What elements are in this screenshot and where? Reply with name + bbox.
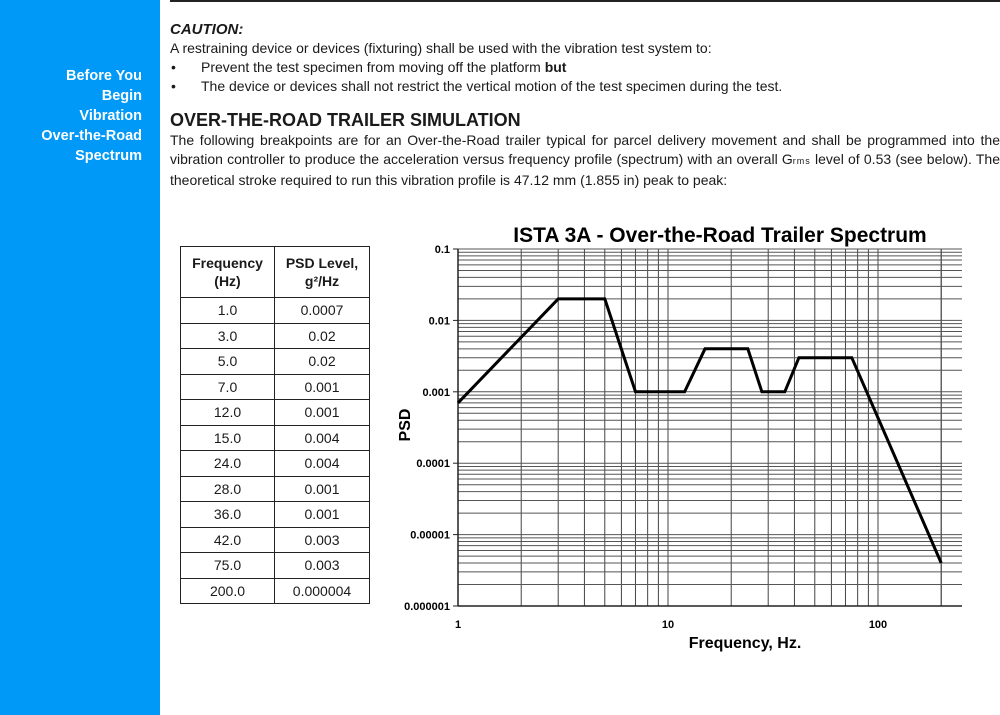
table-row xyxy=(181,451,370,477)
main-content xyxy=(170,20,1000,190)
frequency-cell: 5.0 xyxy=(181,349,275,375)
caution-intro: A restraining device or devices (fixturing) shall be used with the vibration test system to: xyxy=(170,40,712,56)
tick-label: 100 xyxy=(868,619,888,631)
chart-title: ISTA 3A - Over-the-Road Trailer Spectrum xyxy=(513,224,927,247)
bullet-bold-text: but xyxy=(544,59,567,75)
paragraph-text: level of 0.53 (see below). The theoretical stroke required to run this vibration profile is 47.12 mm (1.855 in) peak to peak: xyxy=(170,151,1000,188)
sidebar-label: Before You xyxy=(65,68,142,84)
bullet-text: The device or devices shall not restrict the vertical motion of the test specimen during the test. xyxy=(201,78,783,94)
bullet-icon: • xyxy=(171,59,176,75)
psd-level-cell: 0.004 xyxy=(275,451,370,477)
top-rule xyxy=(170,0,1000,2)
sidebar xyxy=(0,0,160,715)
sidebar-label: Vibration xyxy=(79,108,142,124)
bullet-item xyxy=(170,77,1000,96)
psd-chart xyxy=(390,218,990,663)
table-row xyxy=(181,298,370,324)
bullet-item xyxy=(170,58,1000,77)
tick-label: 0.1 xyxy=(434,244,450,256)
tick-label: 0.000001 xyxy=(404,601,450,613)
sidebar-labels xyxy=(41,66,142,166)
frequency-cell: 7.0 xyxy=(181,374,275,400)
frequency-cell: 200.0 xyxy=(181,578,275,604)
breakpoint-table xyxy=(180,246,370,604)
table-row xyxy=(181,349,370,375)
sidebar-label: Begin xyxy=(101,88,142,104)
sidebar-label: Spectrum xyxy=(75,148,142,164)
frequency-cell: 15.0 xyxy=(181,425,275,451)
frequency-cell: 36.0 xyxy=(181,502,275,528)
psd-level-cell: 0.003 xyxy=(275,553,370,579)
frequency-cell: 28.0 xyxy=(181,476,275,502)
chart-svg xyxy=(390,218,990,658)
table-row xyxy=(181,502,370,528)
psd-level-cell: 0.001 xyxy=(275,476,370,502)
grms-subscript: rms xyxy=(792,156,811,166)
psd-level-cell: 0.001 xyxy=(275,502,370,528)
psd-level-cell: 0.003 xyxy=(275,527,370,553)
header-frequency: Frequency (Hz) xyxy=(181,247,275,298)
caution-title: CAUTION: xyxy=(170,21,244,38)
table-row xyxy=(181,374,370,400)
psd-level-cell: 0.000004 xyxy=(275,578,370,604)
psd-level-cell: 0.001 xyxy=(275,400,370,426)
frequency-cell: 12.0 xyxy=(181,400,275,426)
psd-level-cell: 0.02 xyxy=(275,323,370,349)
tick-label: 1 xyxy=(454,619,462,631)
header-psd-level: PSD Level, g²/Hz xyxy=(275,247,370,298)
tick-label: 0.01 xyxy=(428,315,450,328)
frequency-cell: 24.0 xyxy=(181,451,275,477)
psd-level-cell: 0.001 xyxy=(275,374,370,400)
table-row xyxy=(181,476,370,502)
chart-grid xyxy=(453,249,962,606)
frequency-cell: 75.0 xyxy=(181,553,275,579)
bullet-text: Prevent the test specimen from moving off the platform xyxy=(201,59,545,75)
table-header-row xyxy=(181,247,370,298)
tick-label: 0.0001 xyxy=(416,458,450,471)
paragraph-text: The following breakpoints are for an Over-the-Road trailer typical for parcel delivery movement and shall be programmed into the vibration controller to produce the acceleration versus frequency profile (spectrum) with an overall G xyxy=(170,132,1000,167)
table-row xyxy=(181,400,370,426)
table-row xyxy=(181,578,370,604)
psd-level-cell: 0.0007 xyxy=(275,298,370,324)
psd-level-cell: 0.004 xyxy=(275,425,370,451)
section-paragraph xyxy=(170,131,1000,190)
sidebar-label: Over-the-Road xyxy=(41,128,142,144)
table-row xyxy=(181,425,370,451)
section-title: OVER-THE-ROAD TRAILER SIMULATION xyxy=(170,110,521,130)
bullet-icon: • xyxy=(171,78,176,94)
table-row xyxy=(181,553,370,579)
table-row xyxy=(181,323,370,349)
frequency-cell: 42.0 xyxy=(181,527,275,553)
tick-label: 0.00001 xyxy=(410,529,450,542)
psd-level-cell: 0.02 xyxy=(275,349,370,375)
table-body xyxy=(181,298,370,604)
tick-label: 10 xyxy=(661,619,675,631)
frequency-cell: 1.0 xyxy=(181,298,275,324)
x-axis-label: Frequency, Hz. xyxy=(688,635,802,652)
frequency-cell: 3.0 xyxy=(181,323,275,349)
tick-label: 0.001 xyxy=(422,386,450,399)
caution-bullets xyxy=(170,58,1000,96)
y-axis-label: PSD xyxy=(397,408,414,442)
table-row xyxy=(181,527,370,553)
